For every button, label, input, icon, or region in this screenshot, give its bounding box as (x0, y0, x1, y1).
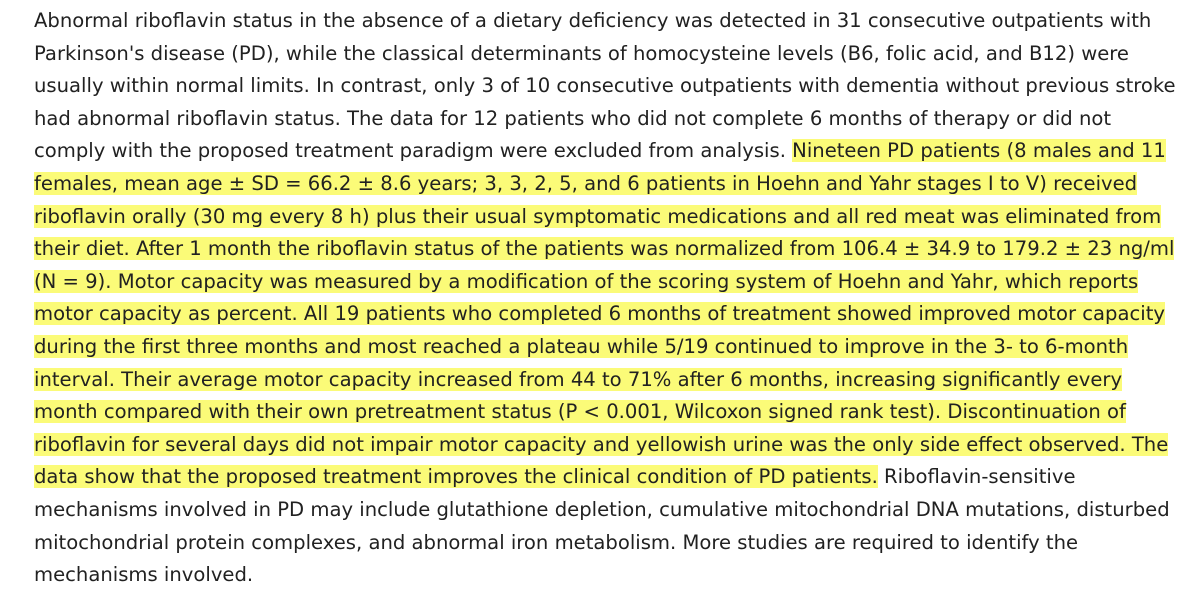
abstract-text-before-highlight: Abnormal riboflavin status in the absence of a dietary deficiency was detected in 31 consecutive outpatients with Parkinson's disease (PD), while the classical determinants of homocysteine levels (B6, folic acid, and B12) were usually within normal limits. In contrast, only 3 of 10 consecutive outpatients with dementia without previous stroke had abnormal riboflavin status. The data for 12 patients who did not complete 6 months of therapy or did not comply with the proposed treatment paradigm were excluded from analysis. (34, 9, 1176, 163)
abstract-paragraph (34, 5, 1184, 592)
abstract-text-after-highlight: Riboflavin-sensitive mechanisms involved in PD may include glutathione depletion, cumulative mitochondrial DNA mutations, disturbed mitochondrial protein complexes, and abnormal iron metabolism. More studies are required to identify the mechanisms involved. (34, 465, 1170, 587)
highlighted-passage: Nineteen PD patients (8 males and 11 females, mean age ± SD = 66.2 ± 8.6 years; 3, 3, 2, 5, and 6 patients in Hoehn and Yahr stages I to V) received riboflavin orally (30 mg every 8 h) plus their usual symptomatic medications and all red meat was eliminated from their diet. After 1 month the riboflavin status of the patients was normalized from 106.4 ± 34.9 to 179.2 ± 23 ng/ml (N = 9). Motor capacity was measured by a modification of the scoring system of Hoehn and Yahr, which reports motor capacity as percent. All 19 patients who completed 6 months of treatment showed improved motor capacity during the first three months and most reached a plateau while 5/19 continued to improve in the 3- to 6-month interval. Their average motor capacity increased from 44 to 71% after 6 months, increasing significantly every month compared with their own pretreatment status (P < 0.001, Wilcoxon signed rank test). Discontinuation of riboflavin for several days did not impair motor capacity and yellowish urine was the only side effect observed. The data show that the proposed treatment improves the clinical condition of PD patients. (34, 139, 1175, 489)
